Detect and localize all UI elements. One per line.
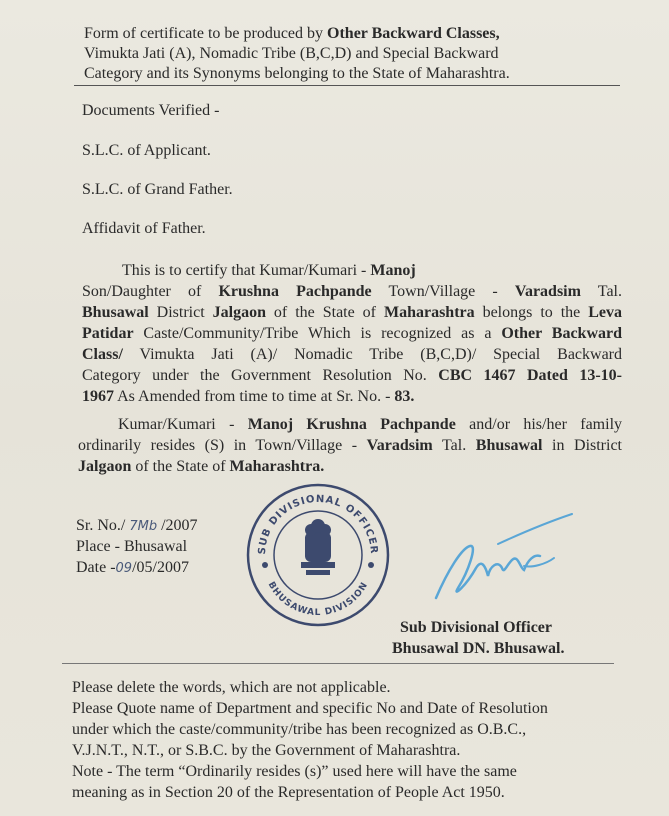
serial-label: Sr. No./ bbox=[76, 517, 126, 534]
place-line: Place - Bhusawal bbox=[76, 538, 188, 555]
serial-handwritten: 7Mb bbox=[129, 519, 158, 534]
certify-category: Other Backward bbox=[501, 325, 623, 342]
certify-text: District bbox=[148, 304, 213, 321]
certify-text: Town/Village - bbox=[371, 283, 515, 300]
note-line: Please delete the words, which are not applicable. bbox=[72, 679, 391, 696]
note-line: Please Quote name of Department and specific No and Date of Resolution bbox=[72, 700, 548, 717]
certify-text: Vimukta Jati (A)/ Nomadic Tribe (B,C,D)/ Special Backward bbox=[122, 346, 622, 363]
resides-text: Kumar/Kumari - bbox=[118, 416, 248, 433]
document-item: S.L.C. of Grand Father. bbox=[82, 181, 233, 198]
certify-text: Caste/Community/Tribe Which is recognized as a bbox=[133, 325, 502, 342]
certify-caste: Leva bbox=[588, 304, 623, 321]
officer-place: Bhusawal DN. Bhusawal. bbox=[392, 640, 565, 657]
date-label: Date - bbox=[76, 559, 116, 576]
resides-text: Tal. bbox=[432, 437, 476, 454]
certify-text: As Amended from time to time at Sr. No. - bbox=[114, 388, 395, 405]
resides-paragraph bbox=[78, 414, 622, 477]
stamp-top-text: SUB DIVISIONAL OFFICER bbox=[256, 493, 380, 555]
stamp-bottom-text: BHUSAWAL DIVISION bbox=[265, 580, 371, 618]
certify-state: Maharashtra bbox=[383, 304, 475, 321]
certify-text: of the State of bbox=[265, 304, 384, 321]
certify-father-name: Krushna Pachpande bbox=[218, 283, 372, 300]
document-item: S.L.C. of Applicant. bbox=[82, 142, 211, 159]
resides-text: of the State of bbox=[131, 458, 230, 475]
date-rest: /05/2007 bbox=[132, 559, 189, 576]
certify-resolution: 1967 bbox=[82, 388, 114, 405]
certify-text: belongs to the bbox=[474, 304, 589, 321]
resides-state: Maharashtra. bbox=[229, 458, 325, 475]
certify-text: Son/Daughter of bbox=[82, 283, 219, 300]
certify-paragraph bbox=[82, 260, 622, 407]
resides-district: Jalgaon bbox=[78, 458, 132, 475]
note-line: meaning as in Section 20 of the Representation of People Act 1950. bbox=[72, 784, 505, 801]
certify-taluka: Bhusawal bbox=[82, 304, 149, 321]
certify-text: Category under the Government Resolution No. bbox=[82, 367, 439, 384]
serial-year: /2007 bbox=[161, 517, 198, 534]
officer-signature bbox=[428, 510, 578, 610]
certify-caste: Patidar bbox=[82, 325, 134, 342]
resides-text: and/or his/her family bbox=[455, 416, 623, 433]
note-line: under which the caste/community/tribe has been recognized as O.B.C., bbox=[72, 721, 527, 738]
certify-category: Class/ bbox=[82, 346, 123, 363]
emblem-icon bbox=[301, 519, 335, 575]
notes-divider bbox=[62, 663, 614, 664]
resides-taluka: Bhusawal bbox=[475, 437, 543, 454]
note-line: Note - The term “Ordinarily resides (s)” used here will have the same bbox=[72, 763, 517, 780]
resides-village: Varadsim bbox=[366, 437, 433, 454]
official-seal-stamp bbox=[243, 480, 393, 630]
documents-heading: Documents Verified - bbox=[82, 102, 220, 119]
certify-serial: 83. bbox=[394, 388, 415, 405]
header-line-1 bbox=[84, 24, 500, 43]
header-text: Form of certificate to be produced by bbox=[84, 25, 328, 42]
header-underline bbox=[74, 85, 620, 86]
resides-text: ordinarily resides (S) in Town/Village - bbox=[78, 437, 367, 454]
certify-village: Varadsim bbox=[514, 283, 581, 300]
header-line-2: Vimukta Jati (A), Nomadic Tribe (B,C,D) and Special Backward bbox=[84, 45, 499, 62]
note-line: V.J.N.T., N.T., or S.B.C. by the Government of Maharashtra. bbox=[72, 742, 461, 759]
resides-name: Manoj Krushna Pachpande bbox=[247, 416, 456, 433]
certify-resolution: CBC 1467 Dated 13-10- bbox=[438, 367, 622, 384]
certify-text: This is to certify that Kumar/Kumari - bbox=[122, 262, 371, 279]
resides-text: in District bbox=[542, 437, 623, 454]
header-bold-text: Other Backward Classes, bbox=[327, 25, 500, 42]
date-handwritten: 09 bbox=[115, 561, 133, 576]
certify-name: Manoj bbox=[370, 262, 416, 279]
officer-title: Sub Divisional Officer bbox=[400, 619, 553, 636]
serial-number bbox=[76, 516, 198, 536]
header-line-3: Category and its Synonyms belonging to the State of Maharashtra. bbox=[84, 65, 510, 82]
certify-district: Jalgaon bbox=[212, 304, 266, 321]
document-item: Affidavit of Father. bbox=[82, 220, 206, 237]
date-line bbox=[76, 558, 189, 578]
certify-text: Tal. bbox=[580, 283, 622, 300]
